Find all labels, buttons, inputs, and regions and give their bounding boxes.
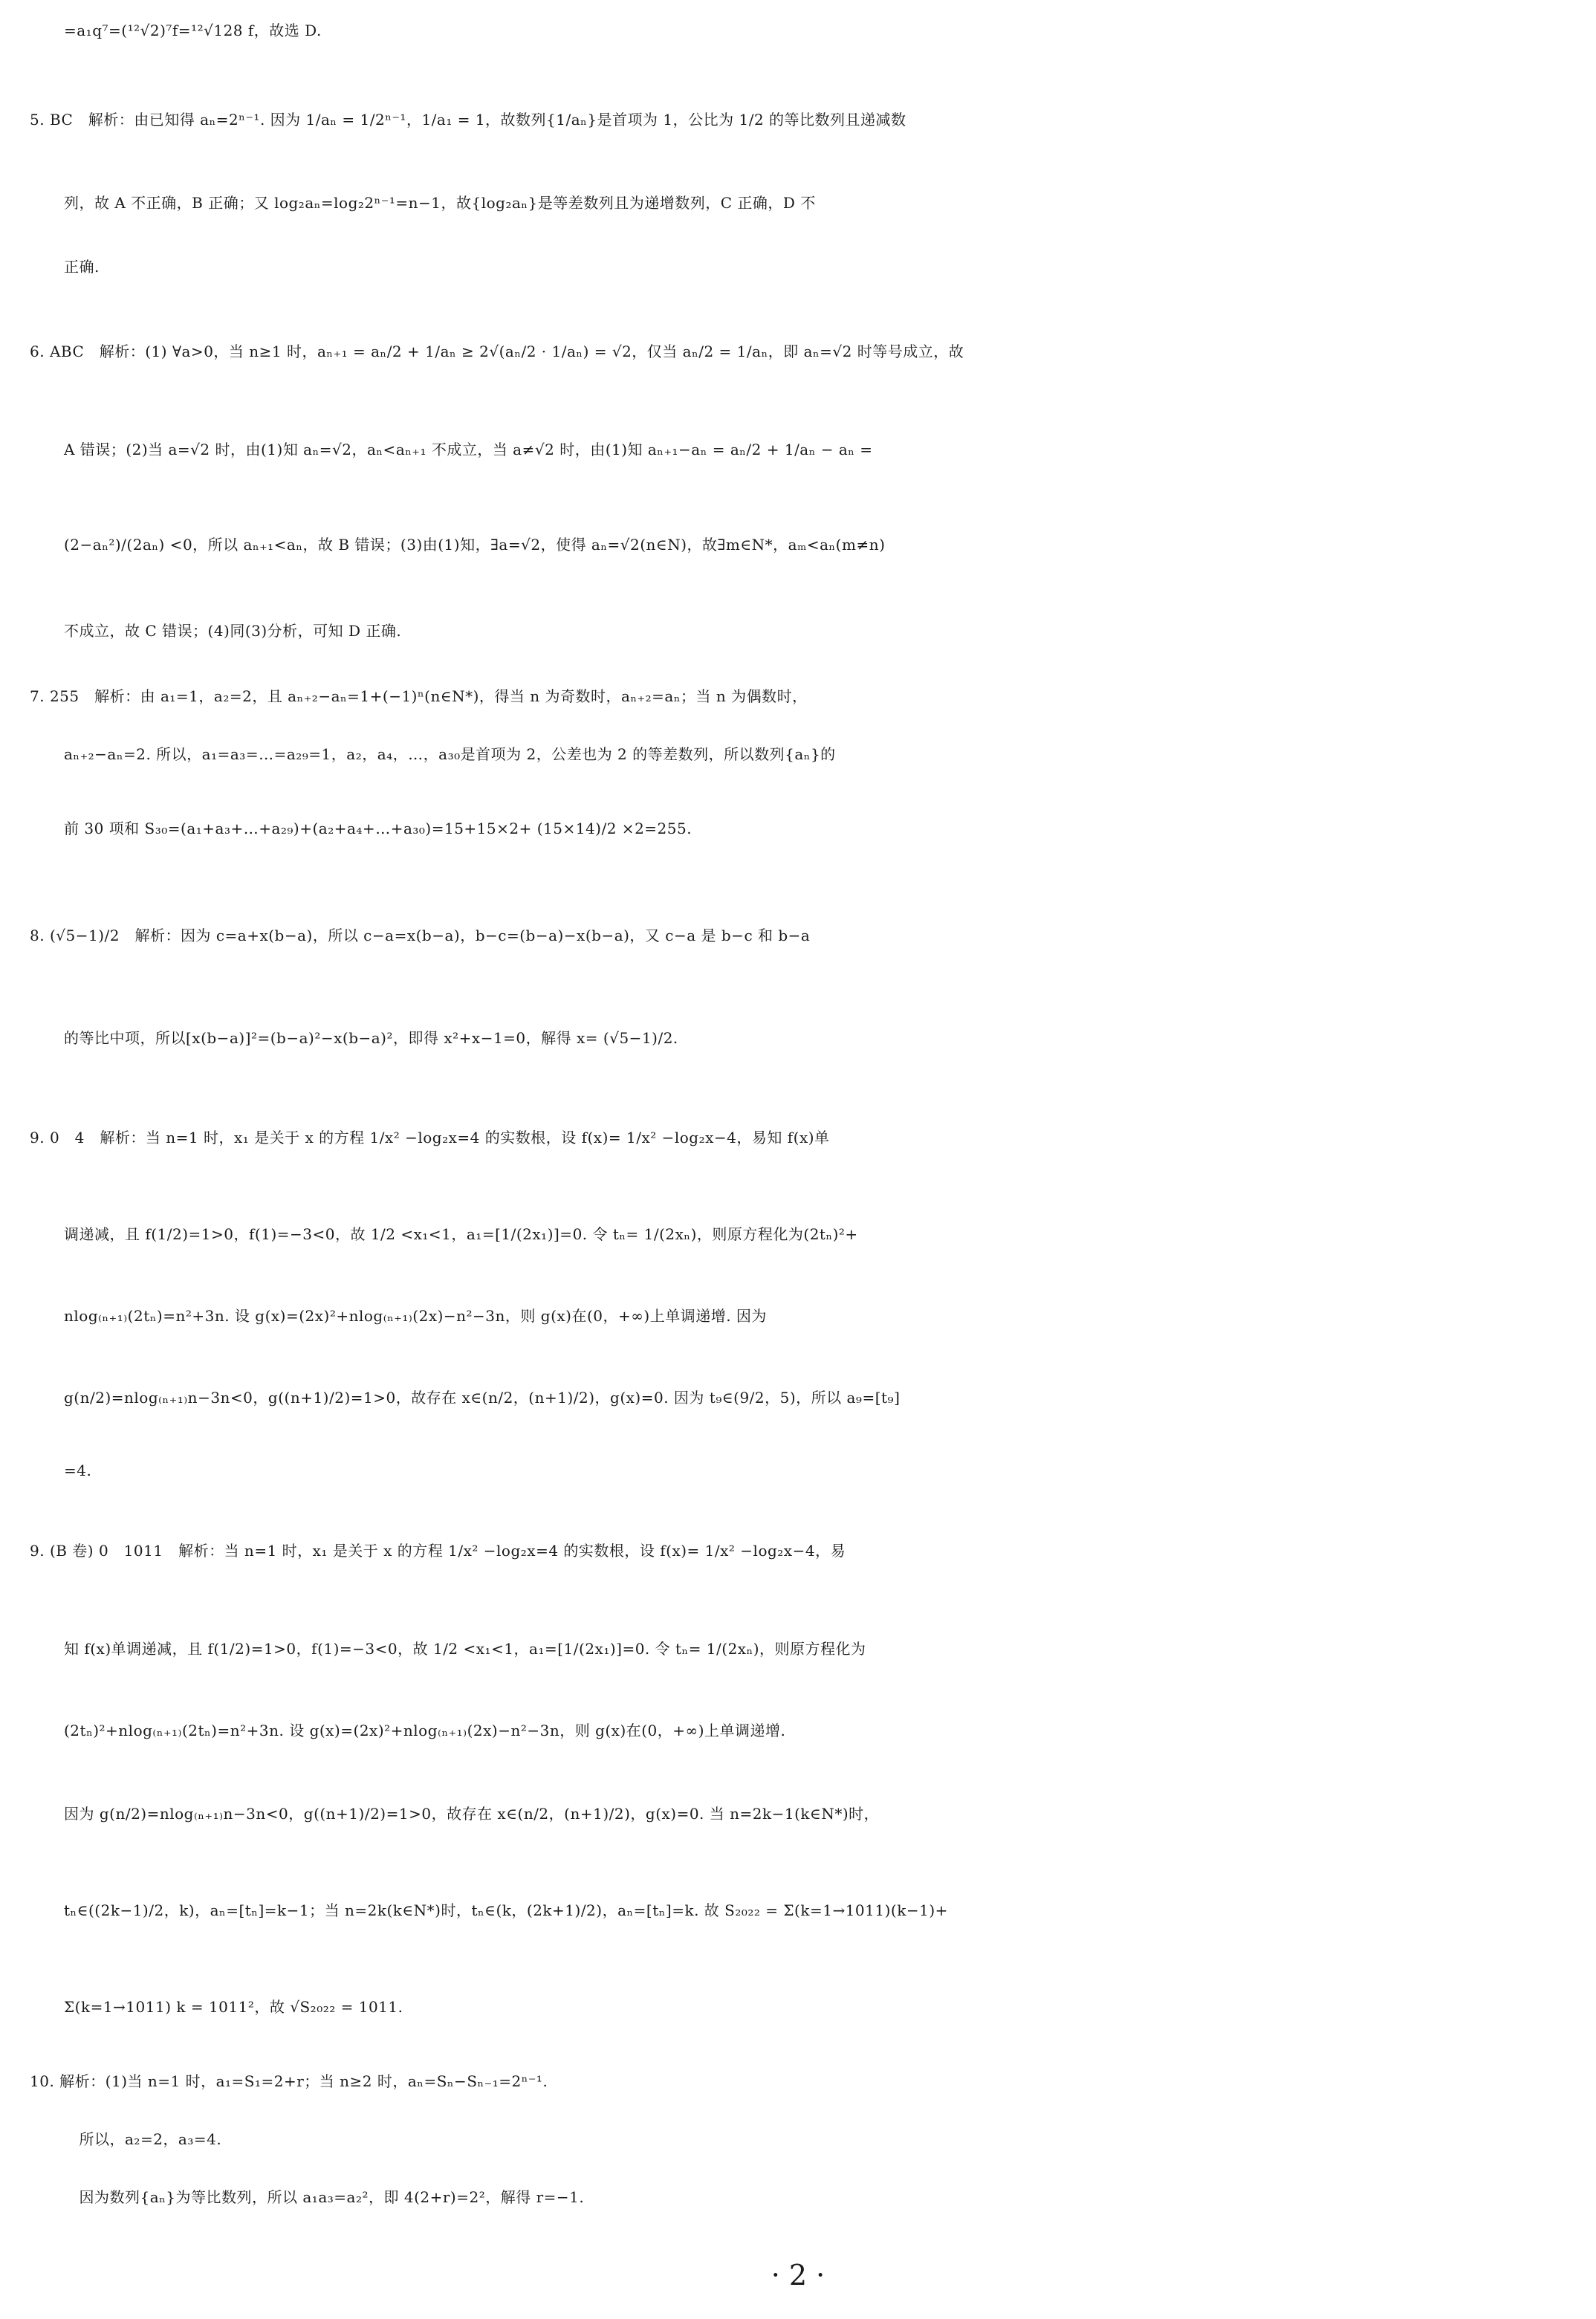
- text-line: =4.: [64, 1462, 92, 1479]
- text-line: 的等比中项，所以[x(b−a)]²=(b−a)²−x(b−a)²，即得 x²+x−1=0，解得 x= (√5−1)/2.: [64, 1029, 678, 1047]
- page-number: · 2 ·: [771, 2259, 825, 2292]
- text-line: 正确.: [64, 258, 100, 276]
- text-line: 9. (B 卷) 0 1011 解析：当 n=1 时，x₁ 是关于 x 的方程 1/x² −log₂x=4 的实数根，设 f(x)= 1/x² −log₂x−4，易: [30, 1542, 846, 1560]
- text-line: g(n/2)=nlog₍ₙ₊₁₎n−3n<0，g((n+1)/2)=1>0，故存在 x∈(n/2，(n+1)/2)，g(x)=0. 因为 t₉∈(9/2，5)，所以 a₉=[t₉]: [64, 1389, 901, 1407]
- text-line: Σ(k=1→1011) k = 1011²，故 √S₂₀₂₂ = 1011.: [64, 1998, 403, 2016]
- text-line: (2−aₙ²)/(2aₙ) <0，所以 aₙ₊₁<aₙ，故 B 错误；(3)由(1)知，∃a=√2，使得 aₙ=√2(n∈N)，故∃m∈N*，aₘ<aₙ(m≠n): [64, 536, 886, 554]
- text-line: tₙ∈((2k−1)/2，k)，aₙ=[tₙ]=k−1；当 n=2k(k∈N*)时，tₙ∈(k，(2k+1)/2)，aₙ=[tₙ]=k. 故 S₂₀₂₂ = Σ(k=1→1011)(k−1)+: [64, 1901, 948, 1919]
- text-line: A 错误；(2)当 a=√2 时，由(1)知 aₙ=√2，aₙ<aₙ₊₁ 不成立，当 a≠√2 时，由(1)知 aₙ₊₁−aₙ = aₙ/2 + 1/aₙ − aₙ =: [64, 441, 873, 458]
- text-line: 7. 255 解析：由 a₁=1，a₂=2，且 aₙ₊₂−aₙ=1+(−1)ⁿ(n∈N*)，得当 n 为奇数时，aₙ₊₂=aₙ；当 n 为偶数时，: [30, 687, 808, 705]
- text-line: 9. 0 4 解析：当 n=1 时，x₁ 是关于 x 的方程 1/x² −log₂x=4 的实数根，设 f(x)= 1/x² −log₂x−4，易知 f(x)单: [30, 1129, 830, 1146]
- text-line: 所以，a₂=2，a₃=4.: [64, 2130, 222, 2148]
- text-line: aₙ₊₂−aₙ=2. 所以，a₁=a₃=…=a₂₉=1，a₂，a₄，…，a₃₀是首项为 2，公差也为 2 的等差数列，所以数列{aₙ}的: [64, 745, 836, 763]
- text-line: 列，故 A 不正确，B 正确；又 log₂aₙ=log₂2ⁿ⁻¹=n−1，故{log₂aₙ}是等差数列且为递增数列，C 正确，D 不: [64, 194, 816, 212]
- text-line: 6. ABC 解析：(1) ∀a>0，当 n≥1 时，aₙ₊₁ = aₙ/2 + 1/aₙ ≥ 2√(aₙ/2 · 1/aₙ) = √2，仅当 aₙ/2 = 1/aₙ，即 aₙ=√2 时等号成立，故: [30, 343, 964, 360]
- text-line: 因为数列{aₙ}为等比数列，所以 a₁a₃=a₂²，即 4(2+r)=2²，解得 r=−1.: [64, 2188, 585, 2206]
- text-line: 因为 g(n/2)=nlog₍ₙ₊₁₎n−3n<0，g((n+1)/2)=1>0，故存在 x∈(n/2，(n+1)/2)，g(x)=0. 当 n=2k−1(k∈N*)时，: [64, 1805, 880, 1823]
- text-line: 不成立，故 C 错误；(4)同(3)分析，可知 D 正确.: [64, 622, 402, 640]
- text-line: 10. 解析：(1)当 n=1 时，a₁=S₁=2+r；当 n≥2 时，aₙ=Sₙ−Sₙ₋₁=2ⁿ⁻¹.: [30, 2072, 548, 2090]
- text-line: nlog₍ₙ₊₁₎(2tₙ)=n²+3n. 设 g(x)=(2x)²+nlog₍ₙ₊₁₎(2x)−n²−3n，则 g(x)在(0，+∞)上单调递增. 因为: [64, 1307, 767, 1325]
- text-line: 8. (√5−1)/2 解析：因为 c=a+x(b−a)，所以 c−a=x(b−a)，b−c=(b−a)−x(b−a)，又 c−a 是 b−c 和 b−a: [30, 927, 811, 944]
- text-line: =a₁q⁷=(¹²√2)⁷f=¹²√128 f，故选 D.: [64, 22, 322, 39]
- text-line: (2tₙ)²+nlog₍ₙ₊₁₎(2tₙ)=n²+3n. 设 g(x)=(2x)²+nlog₍ₙ₊₁₎(2x)−n²−3n，则 g(x)在(0，+∞)上单调递增.: [64, 1722, 786, 1739]
- text-line: 调递减，且 f(1/2)=1>0，f(1)=−3<0，故 1/2 <x₁<1，a₁=[1/(2x₁)]=0. 令 tₙ= 1/(2xₙ)，则原方程化为(2tₙ)²+: [64, 1225, 858, 1243]
- text-line: 5. BC 解析：由已知得 aₙ=2ⁿ⁻¹. 因为 1/aₙ = 1/2ⁿ⁻¹，1/a₁ = 1，故数列{1/aₙ}是首项为 1，公比为 1/2 的等比数列且递减数: [30, 111, 906, 129]
- text-line: 知 f(x)单调递减，且 f(1/2)=1>0，f(1)=−3<0，故 1/2 <x₁<1，a₁=[1/(2x₁)]=0. 令 tₙ= 1/(2xₙ)，则原方程化为: [64, 1640, 866, 1658]
- text-line: 前 30 项和 S₃₀=(a₁+a₃+…+a₂₉)+(a₂+a₄+…+a₃₀)=15+15×2+ (15×14)/2 ×2=255.: [64, 820, 692, 837]
